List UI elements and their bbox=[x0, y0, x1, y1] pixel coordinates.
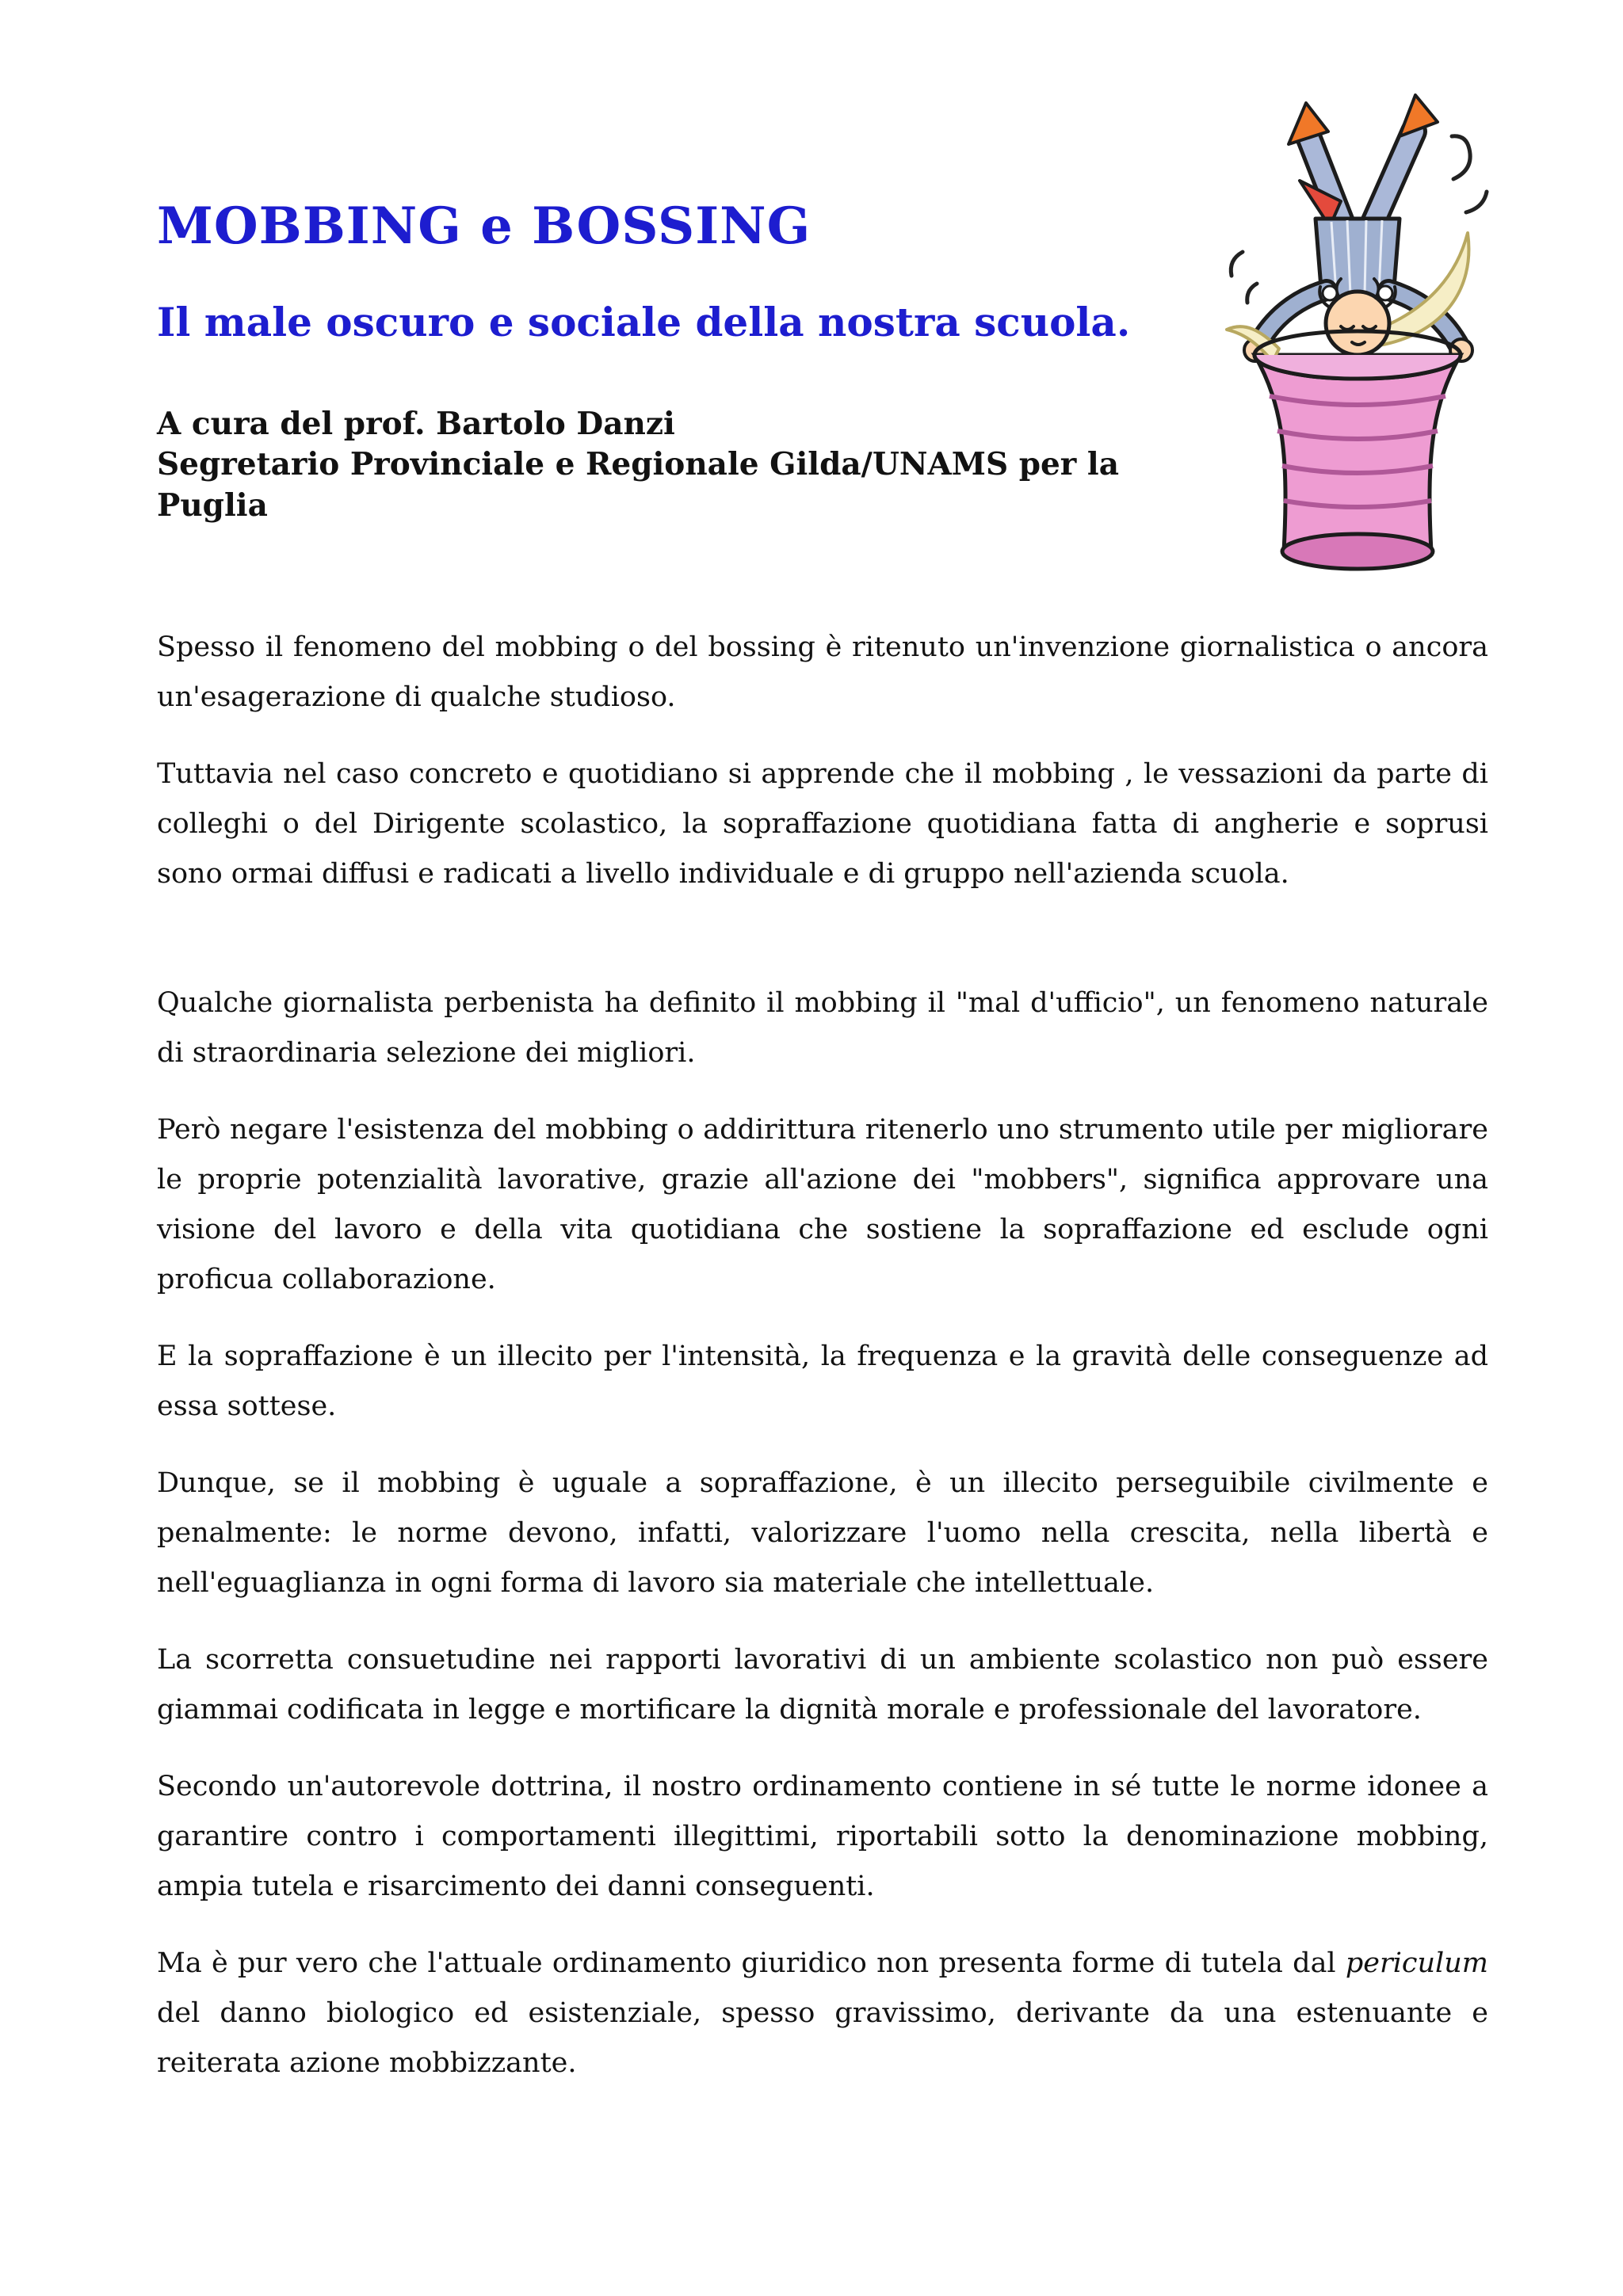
paragraph bbox=[157, 1939, 1488, 2088]
legs bbox=[1289, 95, 1438, 228]
author-block bbox=[157, 404, 1155, 526]
author-line: A cura del prof. Bartolo Danzi bbox=[157, 406, 675, 442]
author-line: Segretario Provinciale e Regionale Gilda/UNAMS per la bbox=[157, 446, 1119, 483]
head bbox=[1319, 279, 1396, 355]
person-in-wastebasket-illustration bbox=[1211, 86, 1506, 594]
paragraph bbox=[157, 1105, 1488, 1305]
article-body bbox=[157, 623, 1488, 2088]
wastebasket bbox=[1254, 355, 1461, 569]
text-run: Però negare l'esistenza del mobbing o addirittura ritenerlo uno strumento utile per migliorare le proprie potenzialità lavorative, grazie all'azione dei "mobbers", significa approvare una visione del lavoro e della vita quotidiana che sostiene la sopraffazione ed esclude ogni proficua collaborazione. bbox=[157, 1114, 1488, 1296]
text-run: Ma è pur vero che l'attuale ordinamento giuridico non presenta forme di tutela dal bbox=[157, 1947, 1346, 1980]
italic-text-run: periculum bbox=[1345, 1947, 1488, 1980]
text-run: E la sopraffazione è un illecito per l'intensità, la frequenza e la gravità delle conseguenze ad essa sottese. bbox=[157, 1341, 1488, 1423]
text-run: Tuttavia nel caso concreto e quotidiano si apprende che il mobbing , le vessazioni da parte di colleghi o del Dirigente scolastico, la sopraffazione quotidiana fatta di angherie e soprusi sono ormai diffusi e radicati a livello individuale e di gruppo nell'azienda scuola. bbox=[157, 758, 1488, 891]
text-run: Qualche giornalista perbenista ha definito il mobbing il "mal d'ufficio", un fenomeno naturale di straordinaria selezione dei migliori. bbox=[157, 987, 1488, 1070]
text-run: Secondo un'autorevole dottrina, il nostro ordinamento contiene in sé tutte le norme idonee a garantire contro i comportamenti illegittimi, riportabili sotto la denominazione mobbing, ampia tutela e risarcimento dei danni conseguenti. bbox=[157, 1771, 1488, 1903]
paragraph bbox=[157, 978, 1488, 1078]
page-subtitle: Il male oscuro e sociale della nostra scuola. bbox=[157, 299, 1131, 345]
paragraph bbox=[157, 1332, 1488, 1432]
paragraph bbox=[157, 1635, 1488, 1735]
paragraph bbox=[157, 749, 1488, 899]
author-line: Puglia bbox=[157, 486, 268, 524]
text-run: Spesso il fenomeno del mobbing o del bossing è ritenuto un'invenzione giornalistica o ancora un'esagerazione di qualche studioso. bbox=[157, 631, 1488, 714]
paragraph bbox=[157, 623, 1488, 723]
paragraph bbox=[157, 1762, 1488, 1912]
paragraph bbox=[157, 1459, 1488, 1608]
text-run: La scorretta consuetudine nei rapporti lavorativi di un ambiente scolastico non può essere giammai codificata in legge e mortificare la dignità morale e professionale del lavoratore. bbox=[157, 1644, 1488, 1726]
page-title: MOBBING e BOSSING bbox=[157, 196, 812, 256]
text-run: del danno biologico ed esistenziale, spesso gravissimo, derivante da una estenuante e reiterata azione mobbizzante. bbox=[157, 1997, 1488, 2080]
text-run: Dunque, se il mobbing è uguale a sopraffazione, è un illecito perseguibile civilmente e penalmente: le norme devono, infatti, valorizzare l'uomo nella crescita, nella libertà e nell'eguaglianza in ogni forma di lavoro sia materiale che intellettuale. bbox=[157, 1467, 1488, 1600]
